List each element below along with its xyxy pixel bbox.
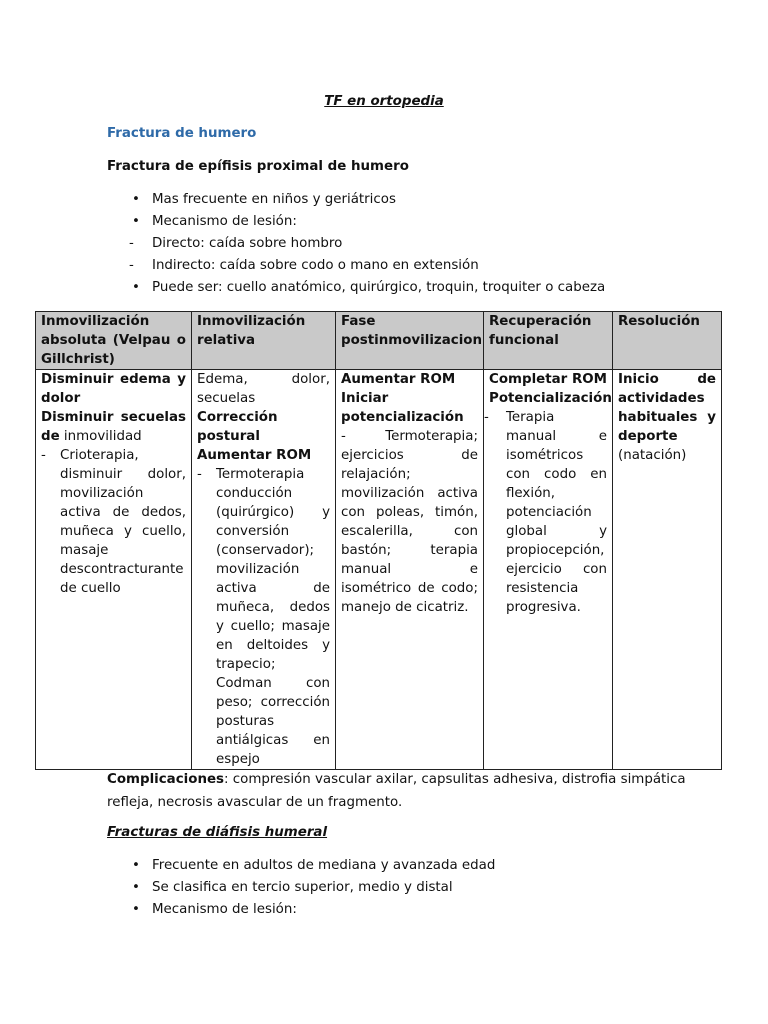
- bullet-icon: •: [132, 214, 140, 229]
- list-item-text: Directo: caída sobre hombro: [152, 236, 343, 251]
- goal-text: Iniciar potencialización: [341, 391, 464, 425]
- complications-text: : compresión vascular axilar, capsulitas adhesiva, distrofia simpática refleja, necrosis avascular de un fragmento.: [107, 772, 686, 810]
- cell-post-immobilization: [336, 370, 484, 770]
- treatment-text: Terapia manual e isométricos con codo en flexión, potenciación global y propiocepción, ejercicio con resistencia progresiva.: [506, 410, 607, 615]
- list-item-text: Mecanismo de lesión:: [152, 902, 297, 917]
- goal-text: Corrección postural: [197, 410, 278, 444]
- dash-icon: -: [484, 410, 489, 425]
- list-item-text: Se clasifica en tercio superior, medio y distal: [152, 880, 453, 895]
- list-item: [107, 234, 727, 256]
- list-item: [107, 278, 727, 300]
- list-item: [107, 900, 727, 922]
- dash-icon: -: [129, 236, 134, 251]
- list-item: [107, 878, 727, 900]
- diaphysis-fracture-list: [107, 856, 727, 922]
- list-item-text: Puede ser: cuello anatómico, quirúrgico, troquin, troquiter o cabeza: [152, 280, 606, 295]
- dash-icon: -: [129, 258, 134, 273]
- header-resolution: Resolución: [613, 312, 722, 370]
- goal-normal: inmovilidad: [59, 429, 142, 444]
- sub-heading: Fractura de epífisis proximal de humero: [107, 159, 409, 174]
- goal-text: Aumentar ROM: [197, 448, 312, 463]
- dash-icon: -: [341, 429, 346, 444]
- list-item-text: Mas frecuente en niños y geriátricos: [152, 192, 396, 207]
- goal-bold: Disminuir secuelas de: [41, 410, 186, 444]
- goal-text: [41, 408, 186, 446]
- cell-functional-recovery: [484, 370, 613, 770]
- bullet-icon: •: [132, 858, 140, 873]
- treatment-phase-table: [35, 311, 722, 770]
- goal-text: Aumentar ROM: [341, 372, 456, 387]
- section-heading: Fractura de humero: [107, 126, 257, 141]
- list-item-text: Mecanismo de lesión:: [152, 214, 297, 229]
- table-row: [36, 370, 722, 770]
- treatment-text: Termoterapia conducción (quirúrgico) y conversión (conservador); movilización activa de muñeca, dedos y cuello; masaje en deltoides y trapecio; Codman con peso; corrección posturas antiálgicas en espejo: [216, 467, 330, 767]
- list-item: [107, 256, 727, 278]
- proximal-fracture-list: [107, 190, 727, 300]
- treatment-item: [341, 427, 478, 617]
- complications-label: Complicaciones: [107, 772, 225, 787]
- complications-paragraph: [107, 768, 697, 814]
- bullet-icon: •: [132, 192, 140, 207]
- goal-text: Inicio de actividades habituales y deporte: [618, 372, 716, 444]
- cell-absolute-immobilization: [36, 370, 192, 770]
- header-relative-immobilization: Inmovilización relativa: [192, 312, 336, 370]
- goal-text: (natación): [618, 448, 687, 463]
- list-item: [107, 212, 727, 234]
- bullet-icon: •: [132, 880, 140, 895]
- table-header-row: [36, 312, 722, 370]
- treatment-item: [41, 446, 186, 598]
- goal-text: Completar ROM: [489, 372, 607, 387]
- goal-text: Edema, dolor, secuelas: [197, 372, 330, 406]
- treatment-item: [197, 465, 330, 769]
- treatment-text: Termoterapia; ejercicios de relajación; movilización activa con poleas, timón, escalerilla, con bastón; terapia manual e isométrico de codo; manejo de cicatriz.: [341, 429, 478, 615]
- dash-icon: -: [41, 448, 46, 463]
- header-post-immobilization: Fase postinmovilizacion: [336, 312, 484, 370]
- bullet-icon: •: [132, 280, 140, 295]
- diaphysis-heading: Fracturas de diáfisis humeral: [107, 825, 328, 840]
- goal-text: Potencialización: [489, 391, 612, 406]
- list-item: [107, 190, 727, 212]
- treatment-text: Crioterapia, disminuir dolor, movilización activa de dedos, muñeca y cuello, masaje descontracturante de cuello: [60, 448, 186, 596]
- dash-icon: -: [197, 467, 202, 482]
- goal-text: Disminuir edema y dolor: [41, 372, 186, 406]
- header-absolute-immobilization: Inmovilización absoluta (Velpau o Gillchrist): [36, 312, 192, 370]
- cell-resolution: [613, 370, 722, 770]
- header-functional-recovery: Recuperación funcional: [484, 312, 613, 370]
- list-item-text: Frecuente en adultos de mediana y avanzada edad: [152, 858, 496, 873]
- cell-relative-immobilization: [192, 370, 336, 770]
- document-title: TF en ortopedia: [324, 94, 444, 109]
- list-item-text: Indirecto: caída sobre codo o mano en extensión: [152, 258, 479, 273]
- treatment-item: [484, 408, 607, 617]
- list-item: [107, 856, 727, 878]
- bullet-icon: •: [132, 902, 140, 917]
